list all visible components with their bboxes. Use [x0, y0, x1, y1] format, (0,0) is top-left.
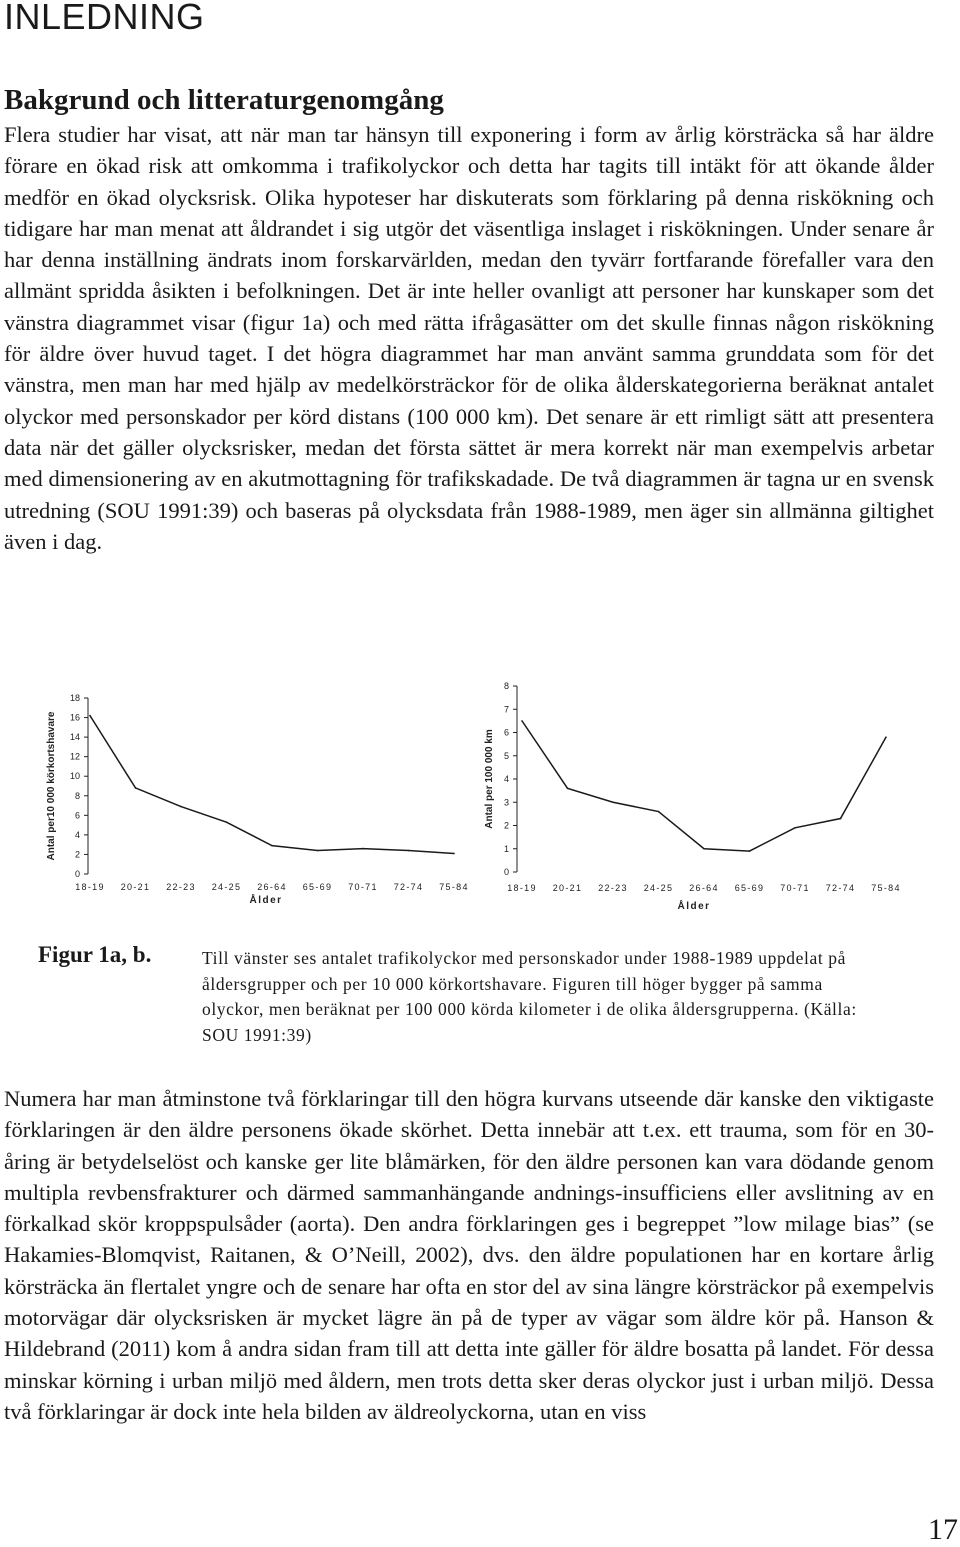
section-heading: Bakgrund och litteraturgenomgång [4, 84, 444, 116]
data-point [885, 736, 887, 738]
y-tick-label: 14 [69, 732, 80, 743]
x-tick-label: 70-71 [348, 882, 378, 892]
series-line [90, 716, 454, 854]
data-point [362, 848, 364, 850]
data-point [226, 821, 228, 823]
y-axis-title: Antal per10 000 körkortshavare [46, 711, 57, 861]
y-tick-label: 10 [69, 771, 80, 782]
data-point [453, 853, 455, 855]
page-number: 17 [928, 1513, 958, 1546]
data-point [703, 848, 705, 850]
series-line [522, 721, 886, 851]
x-tick-label: 20-21 [552, 883, 583, 893]
y-tick-label: 1 [503, 843, 509, 854]
y-tick-label: 0 [74, 869, 80, 879]
x-tick-label: 26-64 [257, 882, 287, 892]
y-tick-label: 8 [74, 790, 80, 801]
chart-right-svg [478, 675, 908, 920]
x-tick-label: 24-25 [211, 882, 242, 892]
x-tick-label: 22-23 [598, 883, 628, 893]
y-tick-label: 5 [503, 750, 509, 761]
chart-accidents-per-license-holders [40, 685, 469, 910]
y-tick-label: 7 [503, 704, 509, 715]
data-point [612, 801, 614, 803]
data-point [317, 850, 319, 852]
data-point [271, 845, 273, 847]
x-tick-label: 70-71 [780, 883, 810, 893]
page-heading: INLEDNING [4, 0, 205, 37]
body-paragraph-2: Numera har man åtminstone två förklaringar till den högra kurvans utseende där kanske den viktigaste förklaringen är den äldre personens ökade skörhet. Detta innebär att t.ex. ett trauma, som för en 30-åring är betydelselöst och kanske ger lite blåmärken, för den äldre personen kan vara dödande genom multipla revbensfrakturer och därmed sammanhängande andnings-insufficiens eller avslitning av en förkalkad skör kroppspulsåder (aorta). Den andra förklaringen ges i begreppet ”low milage bias” (se Hakamies-Blomqvist, Raitanen, & O’Neill, 2002), dvs. den äldre populationen har en kortare årlig körsträcka än flertalet yngre och de senare har ofta en stor del av sina längre körsträckor på exempelvis motorvägar där olycksrisken är mycket lägre än på de typer av vägar som äldre kör på. Hanson & Hildebrand (2011) kom å andra sidan fram till att detta inte gäller för äldre bosatta på landet. För dessa minskar körning i urban miljö med åldern, men trots detta sker deras olyckor just i urban miljö. Dessa två förklaringar är dock inte hela bilden av äldreolyckorna, utan en viss [4, 1086, 934, 1424]
x-tick-label: 72-74 [825, 883, 856, 893]
y-tick-label: 16 [69, 712, 80, 723]
y-tick-label: 2 [74, 849, 80, 860]
y-tick-label: 8 [503, 681, 509, 691]
data-point [180, 806, 182, 808]
data-point [408, 850, 410, 852]
x-axis-title: Ålder [677, 901, 711, 912]
data-point [567, 788, 569, 790]
y-tick-label: 2 [503, 820, 509, 831]
x-tick-label: 24-25 [643, 883, 674, 893]
x-axis-title: Ålder [249, 895, 283, 906]
body-paragraph-1: Flera studier har visat, att när man tar hänsyn till exponering i form av årlig körsträcka så har äldre förare en ökad risk att omkomma i trafikolyckor och detta har tagits till intäkt för att ökande ålder medför en ökad olycksrisk. Olika hypoteser har diskuterats som förklaring på denna riskökning och tidigare har man menat att åldrandet i sig utgör det väsentliga inslaget i riskökningen. Under senare år har denna inställning ändrats inom forskarvärlden, medan den tyvärr fortfarande förefaller vara den allmänt spridda åsikten i befolkningen. Det är inte heller ovanligt att personer har kunskaper som det vänstra diagrammet visar (figur 1a) och med rätta ifrågasätter om det skulle finnas någon riskökning för äldre över huvud taget. I det högra diagrammet har man använt samma grunddata som för det vänstra, men man har med hjälp av medelkörsträckor för de olika ålderskategorierna beräknat antalet olyckor med personskador per körd distans (100 000 km). Det senare är ett rimligt sätt att presentera data när det gäller olycksrisker, medan det första sättet är mera korrekt när man exempelvis arbetar med dimensionering av en akutmottagning för trafikskadade. De två diagrammen är tagna ur en svensk utredning (SOU 1991:39) och baseras på olycksdata från 1988-1989, men äger sin allmänna giltighet även i dag. [4, 122, 934, 554]
x-tick-label: 72-74 [393, 882, 424, 892]
y-tick-label: 6 [74, 810, 80, 821]
figure-label: Figur 1a, b. [38, 942, 152, 967]
x-tick-label: 65-69 [734, 883, 765, 893]
x-tick-label: 18-19 [75, 882, 105, 892]
chart-accidents-per-km [478, 675, 908, 920]
y-tick-label: 18 [69, 693, 80, 703]
x-tick-label: 22-23 [166, 882, 196, 892]
y-tick-label: 4 [503, 774, 509, 784]
y-tick-label: 12 [69, 751, 80, 762]
chart-left-svg [40, 685, 469, 910]
data-point [521, 720, 523, 722]
y-tick-label: 4 [74, 829, 80, 840]
y-axis-title: Antal per 100 000 km [484, 729, 495, 829]
data-point [749, 850, 751, 852]
figure-caption: Till vänster ses antalet trafikolyckor med personskador under 1988-1989 uppdelat på åldersgrupper och per 10 000 körkortshavare. Figuren till höger bygger på samma olyckor, men beräknat per 100 000 körda kilometer i de olika åldersgrupperna. (Källa: SOU 1991:39) [202, 948, 857, 1045]
y-tick-label: 6 [503, 727, 509, 738]
data-point [658, 811, 660, 813]
x-tick-label: 20-21 [120, 882, 151, 892]
x-tick-label: 75-84 [439, 882, 469, 892]
x-tick-label: 26-64 [689, 883, 719, 893]
data-point [794, 827, 796, 829]
y-tick-label: 0 [503, 867, 509, 877]
x-tick-label: 75-84 [871, 883, 901, 893]
x-tick-label: 18-19 [507, 883, 537, 893]
data-point [89, 715, 91, 717]
y-tick-label: 3 [503, 797, 509, 808]
data-point [135, 787, 137, 789]
x-tick-label: 65-69 [302, 882, 333, 892]
data-point [840, 818, 842, 820]
